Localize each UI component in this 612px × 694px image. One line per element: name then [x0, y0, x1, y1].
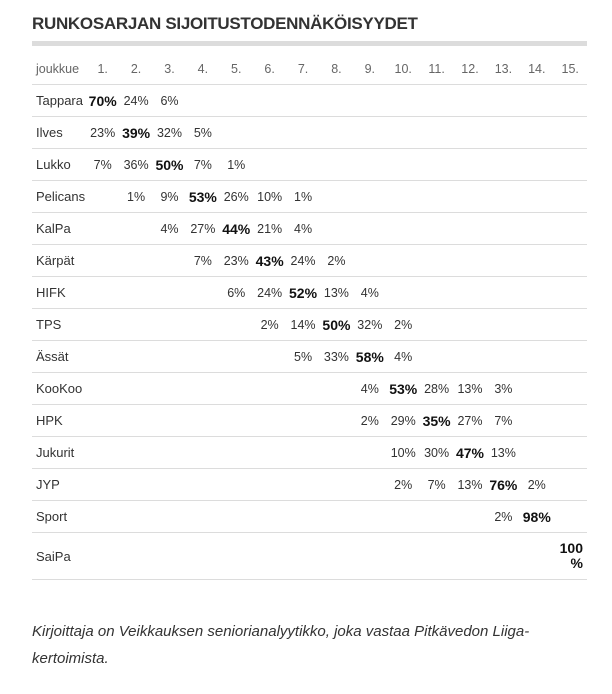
team-name: Sport: [32, 501, 86, 533]
probability-cell: [387, 245, 420, 277]
probability-cell: [286, 149, 319, 181]
probability-cell: [553, 181, 587, 213]
probability-cell: 50%: [153, 149, 186, 181]
probability-cell: [353, 213, 386, 245]
probability-cell: [119, 469, 152, 501]
probability-cell: [86, 469, 119, 501]
probability-cell: [153, 245, 186, 277]
probability-cell: 39%: [119, 117, 152, 149]
probability-cell: [520, 149, 553, 181]
probability-cell: [553, 309, 587, 341]
probability-cell: [387, 277, 420, 309]
probability-cell: [487, 309, 520, 341]
probability-cell: [453, 85, 486, 117]
probability-cell: [253, 533, 286, 580]
probability-cell: 29%: [387, 405, 420, 437]
probability-cell: [220, 533, 253, 580]
probability-cell: [86, 501, 119, 533]
probability-cell: 3%: [487, 373, 520, 405]
team-name: KooKoo: [32, 373, 86, 405]
probability-cell: 1%: [119, 181, 152, 213]
probability-cell: [86, 245, 119, 277]
probability-cell: [153, 341, 186, 373]
probability-cell: [286, 373, 319, 405]
probability-cell: [553, 341, 587, 373]
probability-cell: [220, 85, 253, 117]
probability-cell: 24%: [253, 277, 286, 309]
probability-cell: 5%: [186, 117, 219, 149]
probability-cell: [453, 245, 486, 277]
probability-cell: [153, 277, 186, 309]
probability-cell: 28%: [420, 373, 453, 405]
probability-cell: [86, 533, 119, 580]
probability-cell: [320, 437, 353, 469]
probability-cell: [186, 437, 219, 469]
title-divider: [32, 41, 587, 46]
probability-cell: [186, 469, 219, 501]
probability-cell: 53%: [387, 373, 420, 405]
probability-cell: [353, 149, 386, 181]
probability-cell: [353, 437, 386, 469]
probability-cell: [553, 117, 587, 149]
table-row: [32, 213, 587, 245]
probability-cell: [420, 341, 453, 373]
probability-cell: 6%: [153, 85, 186, 117]
probability-cell: 13%: [453, 469, 486, 501]
probability-cell: [320, 373, 353, 405]
position-header: 13.: [487, 53, 520, 85]
probability-cell: [353, 533, 386, 580]
table-row: [32, 309, 587, 341]
probability-cell: [353, 85, 386, 117]
probability-cell: [119, 405, 152, 437]
probability-cell: 23%: [220, 245, 253, 277]
probability-cell: [153, 437, 186, 469]
probability-cell: [320, 533, 353, 580]
probability-cell: [553, 437, 587, 469]
probability-cell: [320, 85, 353, 117]
probability-cell: [86, 373, 119, 405]
header-row: [32, 53, 587, 85]
probability-cell: [220, 117, 253, 149]
probability-cell: [520, 405, 553, 437]
probability-cell: [353, 117, 386, 149]
probability-cell: [186, 405, 219, 437]
probability-cell: [86, 181, 119, 213]
table-row: [32, 437, 587, 469]
position-header: 14.: [520, 53, 553, 85]
probability-cell: [387, 85, 420, 117]
position-header: 3.: [153, 53, 186, 85]
probability-cell: [520, 85, 553, 117]
probability-cell: [153, 405, 186, 437]
probability-cell: 1%: [220, 149, 253, 181]
probability-cell: 47%: [453, 437, 486, 469]
position-header: 7.: [286, 53, 319, 85]
probability-cell: [453, 181, 486, 213]
table-row: [32, 149, 587, 181]
table-row: [32, 373, 587, 405]
probability-cell: [553, 373, 587, 405]
probability-cell: 1%: [286, 181, 319, 213]
probability-cell: [353, 469, 386, 501]
position-header: 12.: [453, 53, 486, 85]
probability-cell: [453, 213, 486, 245]
team-name: JYP: [32, 469, 86, 501]
probability-cell: [286, 85, 319, 117]
table-row: [32, 181, 587, 213]
probability-cell: 13%: [320, 277, 353, 309]
probability-cell: [420, 117, 453, 149]
table-row: [32, 533, 587, 580]
probability-cell: 10%: [253, 181, 286, 213]
probability-cell: 7%: [420, 469, 453, 501]
probability-cell: 4%: [286, 213, 319, 245]
probability-cell: [320, 181, 353, 213]
position-header: 6.: [253, 53, 286, 85]
probability-cell: [487, 341, 520, 373]
probability-cell: [520, 309, 553, 341]
team-name: TPS: [32, 309, 86, 341]
probability-cell: 30%: [420, 437, 453, 469]
probability-cell: 2%: [520, 469, 553, 501]
probability-cell: [387, 533, 420, 580]
probability-cell: [253, 373, 286, 405]
team-name: Ilves: [32, 117, 86, 149]
probability-cell: [487, 181, 520, 213]
probability-cell: 58%: [353, 341, 386, 373]
probability-cell: [320, 149, 353, 181]
probability-cell: [553, 501, 587, 533]
team-name: KalPa: [32, 213, 86, 245]
probability-cell: [119, 245, 152, 277]
probability-cell: [320, 213, 353, 245]
probability-cell: [119, 533, 152, 580]
probability-cell: [86, 437, 119, 469]
probability-cell: 2%: [353, 405, 386, 437]
table-body: [32, 85, 587, 580]
table-row: [32, 277, 587, 309]
probability-cell: 2%: [387, 309, 420, 341]
probability-cell: [286, 501, 319, 533]
probability-cell: 7%: [186, 149, 219, 181]
probability-cell: [153, 309, 186, 341]
probability-cell: [520, 437, 553, 469]
table-row: [32, 85, 587, 117]
table-row: [32, 341, 587, 373]
probability-cell: [220, 469, 253, 501]
table-row: [32, 405, 587, 437]
probability-cell: [553, 469, 587, 501]
probability-cell: [320, 405, 353, 437]
probability-cell: [86, 405, 119, 437]
probability-cell: 2%: [253, 309, 286, 341]
probability-cell: [86, 341, 119, 373]
probability-cell: [119, 309, 152, 341]
probability-cell: [420, 501, 453, 533]
probability-cell: [487, 213, 520, 245]
probability-cell: [553, 149, 587, 181]
probability-cell: [553, 213, 587, 245]
probability-cell: [119, 501, 152, 533]
position-header: 15.: [553, 53, 587, 85]
probability-cell: [186, 533, 219, 580]
position-header: 9.: [353, 53, 386, 85]
probability-cell: [453, 149, 486, 181]
probability-cell: [153, 501, 186, 533]
probability-cell: [119, 341, 152, 373]
probability-cell: 13%: [487, 437, 520, 469]
probability-cell: [387, 149, 420, 181]
probability-cell: [520, 181, 553, 213]
probability-cell: [286, 469, 319, 501]
probability-cell: 27%: [186, 213, 219, 245]
probability-cell: [487, 277, 520, 309]
probability-table: [32, 53, 587, 580]
probability-cell: [553, 245, 587, 277]
probability-cell: 70%: [86, 85, 119, 117]
probability-cell: [353, 501, 386, 533]
table-row: [32, 501, 587, 533]
probability-cell: [220, 373, 253, 405]
probability-cell: [420, 181, 453, 213]
probability-cell: [253, 85, 286, 117]
probability-cell: [487, 117, 520, 149]
probability-cell: [119, 213, 152, 245]
probability-cell: [119, 437, 152, 469]
probability-cell: [253, 117, 286, 149]
probability-cell: [553, 405, 587, 437]
probability-cell: 4%: [153, 213, 186, 245]
probability-cell: 24%: [286, 245, 319, 277]
probability-cell: [153, 533, 186, 580]
probability-cell: [253, 437, 286, 469]
table-row: [32, 117, 587, 149]
probability-cell: [220, 405, 253, 437]
probability-cell: [387, 501, 420, 533]
probability-cell: 33%: [320, 341, 353, 373]
probability-cell: [387, 181, 420, 213]
probability-cell: [119, 373, 152, 405]
team-name: SaiPa: [32, 533, 86, 580]
probability-cell: [220, 341, 253, 373]
probability-cell: [487, 245, 520, 277]
probability-cell: [520, 213, 553, 245]
probability-cell: [453, 501, 486, 533]
table-row: [32, 469, 587, 501]
team-name: HPK: [32, 405, 86, 437]
team-name: Tappara: [32, 85, 86, 117]
probability-cell: [286, 533, 319, 580]
probability-cell: 2%: [320, 245, 353, 277]
probability-cell: 98%: [520, 501, 553, 533]
probability-cell: [153, 469, 186, 501]
probability-cell: [387, 213, 420, 245]
team-name: Pelicans: [32, 181, 86, 213]
probability-cell: [253, 149, 286, 181]
probability-cell: 23%: [86, 117, 119, 149]
probability-cell: 7%: [487, 405, 520, 437]
probability-cell: [220, 501, 253, 533]
probability-cell: [86, 277, 119, 309]
probability-cell: 5%: [286, 341, 319, 373]
probability-cell: 4%: [353, 373, 386, 405]
probability-cell: [520, 277, 553, 309]
probability-cell: 32%: [153, 117, 186, 149]
probability-cell: [186, 341, 219, 373]
probability-cell: [320, 469, 353, 501]
probability-cell: [253, 405, 286, 437]
position-header: 1.: [86, 53, 119, 85]
table-row: [32, 245, 587, 277]
position-header: 10.: [387, 53, 420, 85]
probability-cell: [153, 373, 186, 405]
probability-cell: [453, 117, 486, 149]
probability-cell: [520, 341, 553, 373]
probability-cell: 50%: [320, 309, 353, 341]
team-name: Lukko: [32, 149, 86, 181]
probability-cell: 10%: [387, 437, 420, 469]
probability-cell: [420, 213, 453, 245]
probability-cell: [320, 501, 353, 533]
probability-cell: 76%: [487, 469, 520, 501]
probability-cell: [553, 85, 587, 117]
probability-cell: [520, 117, 553, 149]
probability-cell: [420, 245, 453, 277]
probability-cell: 4%: [353, 277, 386, 309]
probability-cell: [186, 85, 219, 117]
probability-cell: 24%: [119, 85, 152, 117]
probability-cell: [553, 277, 587, 309]
probability-cell: [186, 277, 219, 309]
probability-cell: [420, 85, 453, 117]
probability-cell: 2%: [487, 501, 520, 533]
team-column-header: joukkue: [32, 53, 86, 85]
probability-cell: 7%: [86, 149, 119, 181]
probability-cell: [387, 117, 420, 149]
team-name: Jukurit: [32, 437, 86, 469]
probability-cell: [487, 85, 520, 117]
probability-cell: 52%: [286, 277, 319, 309]
probability-cell: 26%: [220, 181, 253, 213]
probability-cell: [286, 437, 319, 469]
probability-cell: [253, 469, 286, 501]
probability-cell: [220, 437, 253, 469]
probability-cell: [186, 373, 219, 405]
probability-cell: 53%: [186, 181, 219, 213]
probability-cell: [253, 341, 286, 373]
probability-cell: 44%: [220, 213, 253, 245]
probability-cell: 32%: [353, 309, 386, 341]
probability-cell: [286, 117, 319, 149]
probability-cell: [420, 277, 453, 309]
probability-cell: [420, 309, 453, 341]
probability-cell: 13%: [453, 373, 486, 405]
probability-cell: [86, 309, 119, 341]
table-title: RUNKOSARJAN SIJOITUSTODENNÄKÖISYYDET: [32, 14, 418, 33]
probability-cell: 9%: [153, 181, 186, 213]
probability-cell: 100 %: [553, 533, 587, 580]
probability-cell: 4%: [387, 341, 420, 373]
probability-cell: [186, 309, 219, 341]
position-header: 2.: [119, 53, 152, 85]
probability-cell: [286, 405, 319, 437]
probability-cell: 6%: [220, 277, 253, 309]
probability-cell: [86, 213, 119, 245]
probability-cell: [453, 533, 486, 580]
probability-cell: [520, 373, 553, 405]
probability-cell: [487, 149, 520, 181]
probability-cell: 35%: [420, 405, 453, 437]
probability-cell: [220, 309, 253, 341]
team-name: Kärpät: [32, 245, 86, 277]
author-note: Kirjoittaja on Veikkauksen seniorianalyytikko, joka vastaa Pitkävedon Liiga-kertoimista.: [32, 623, 530, 667]
probability-cell: [253, 501, 286, 533]
probability-cell: [520, 533, 553, 580]
position-header: 4.: [186, 53, 219, 85]
probability-cell: [119, 277, 152, 309]
position-header: 8.: [320, 53, 353, 85]
probability-cell: [353, 181, 386, 213]
probability-cell: [453, 341, 486, 373]
probability-cell: 36%: [119, 149, 152, 181]
probability-cell: [320, 117, 353, 149]
probability-cell: 43%: [253, 245, 286, 277]
position-header: 5.: [220, 53, 253, 85]
probability-cell: 27%: [453, 405, 486, 437]
team-name: Ässät: [32, 341, 86, 373]
probability-cell: [186, 501, 219, 533]
probability-cell: [520, 245, 553, 277]
probability-cell: [487, 533, 520, 580]
probability-cell: [453, 277, 486, 309]
probability-cell: 21%: [253, 213, 286, 245]
probability-cell: [420, 149, 453, 181]
probability-cell: [453, 309, 486, 341]
probability-cell: 14%: [286, 309, 319, 341]
probability-cell: [420, 533, 453, 580]
position-header: 11.: [420, 53, 453, 85]
probability-cell: 7%: [186, 245, 219, 277]
team-name: HIFK: [32, 277, 86, 309]
probability-cell: [353, 245, 386, 277]
probability-cell: 2%: [387, 469, 420, 501]
